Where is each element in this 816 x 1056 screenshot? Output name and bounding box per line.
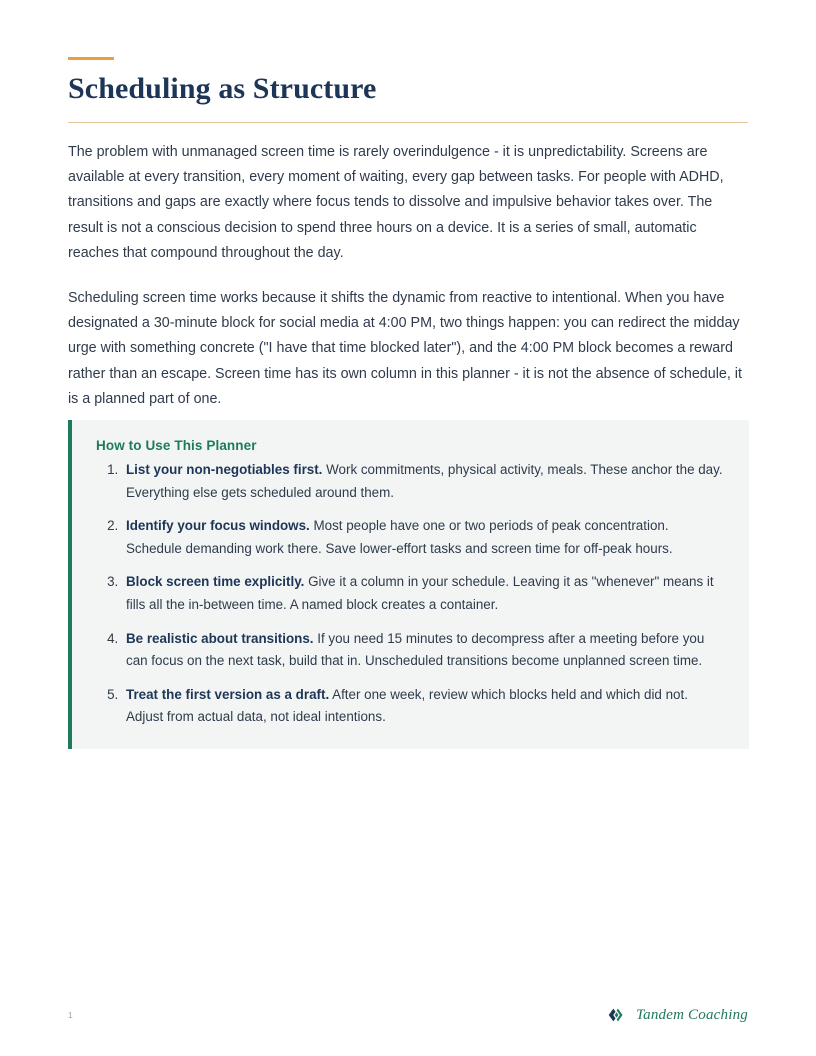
list-item-text: Most people have one or two periods of peak concentration. Schedule demanding work there. Save lower-effort tasks and screen time for off-peak hours. — [126, 518, 673, 556]
list-item-text: After one week, review which blocks held and which did not. Adjust from actual data, not ideal intentions. — [126, 686, 688, 725]
list-item-text: Work commitments, physical activity, meals. These anchor the day. Everything else gets scheduled around them. — [126, 462, 723, 500]
list-item-lead: Block screen time explicitly. — [126, 574, 305, 590]
list-item — [122, 459, 725, 504]
callout-title: How to Use This Planner — [96, 438, 257, 453]
list-item-lead: List your non-negotiables first. — [126, 462, 323, 477]
tandem-diamond-logo-icon — [606, 1004, 628, 1026]
list-item — [122, 628, 725, 673]
list-item — [122, 684, 725, 729]
list-item-text: Give it a column in your schedule. Leaving it as "whenever" means it fills all the in-between time. A named block creates a container. — [126, 574, 714, 612]
title-divider — [68, 122, 748, 123]
body-copy — [68, 140, 749, 432]
list-item-lead: Identify your focus windows. — [126, 518, 310, 534]
accent-rule — [68, 57, 114, 60]
list-item — [122, 515, 725, 560]
list-item-lead: Be realistic about transitions. — [126, 630, 314, 646]
brand-name: Tandem Coaching — [635, 1006, 748, 1023]
page-number: 1 — [68, 1010, 73, 1020]
list-item — [122, 571, 725, 616]
list-item-lead: Treat the first version as a draft. — [126, 686, 330, 702]
callout-list — [96, 459, 725, 729]
list-item-text: If you need 15 minutes to decompress after a meeting before you can focus on the next task, build that in. Unscheduled transitions become unplanned screen time. — [126, 630, 705, 669]
paragraph-1: The problem with unmanaged screen time is rarely overindulgence - it is unpredictability. Screens are available at every transition, every moment of waiting, every gap between tasks. For people with ADHD, transitions and gaps are exactly where focus tends to dissolve and impulsive behavior takes over. The result is not a conscious decision to spend three hours on a device. It is a series of small, automatic reaches that compound throughout the day. — [68, 144, 724, 261]
page-title: Scheduling as Structure — [68, 72, 377, 105]
brand-footer — [606, 1004, 748, 1026]
callout-box — [68, 420, 749, 749]
paragraph-2: Scheduling screen time works because it shifts the dynamic from reactive to intentional. When you have designated a 30-minute block for social media at 4:00 PM, two things happen: you can redirect the midday urge with something concrete ("I have that time blocked later"), and the 4:00 PM block becomes a reward rather than an escape. Screen time has its own column in this planner - it is not the absence of schedule, it is a planned part of one. — [68, 290, 742, 407]
